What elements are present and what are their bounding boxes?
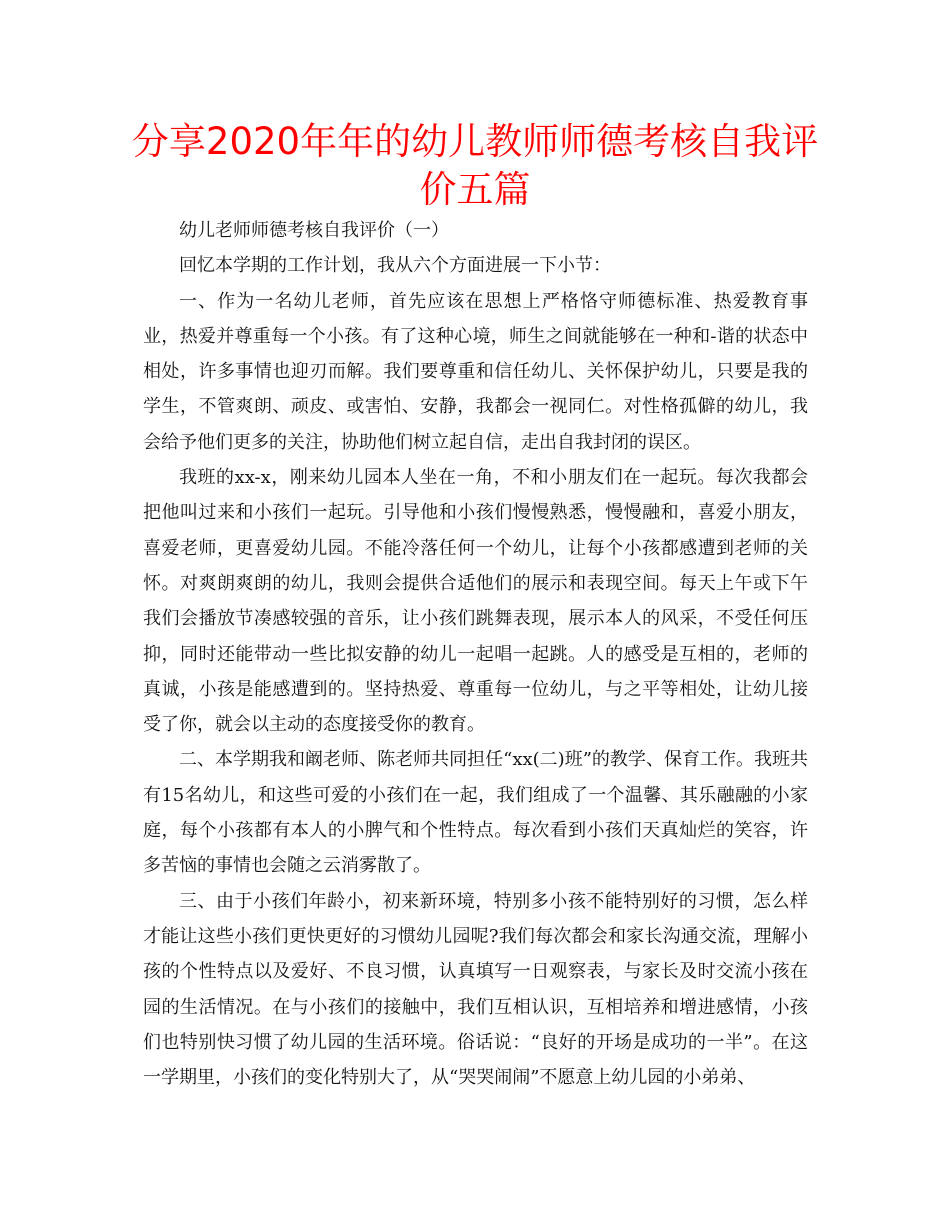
document-title: 分享2020年年的幼儿教师师德考核自我评价五篇 xyxy=(131,120,819,211)
example-paragraph: 我班的xx-x，刚来幼儿园本人坐在一角，不和小朋友们在一起玩。每次我都会把他叫过来和小孩们一起玩。引导他和小孩们慢慢熟悉，慢慢融和，喜爱小朋友，喜爱老师，更喜爱幼儿园。不能冷落任何一个幼儿，让每个小孩都感遭到老师的关怀。对爽朗爽朗的幼儿，我则会提供合适他们的展示和表现空间。每天上午或下午我们会播放节凑感较强的音乐，让小孩们跳舞表现，展示本人的风采，不受任何压抑，同时还能带动一些比拟安静的幼儿一起唱一起跳。人的感受是互相的，老师的真诚，小孩是能感遭到的。坚持热爱、尊重每一位幼儿，与之平等相处，让幼儿接受了你，就会以主动的态度接受你的教育。 xyxy=(143,467,808,736)
section-two-paragraph: 二、本学期我和阚老师、陈老师共同担任“xx(二)班”的教学、保育工作。我班共有15名幼儿，和这些可爱的小孩们在一起，我们组成了一个温馨、其乐融融的小家庭，每个小孩都有本人的小脾气和个性特点。每次看到小孩们天真灿烂的笑容，许多苦恼的事情也会随之云消雾散了。 xyxy=(143,749,808,877)
section-one-paragraph: 一、作为一名幼儿老师，首先应该在思想上严格恪守师德标准、热爱教育事业，热爱并尊重每一个小孩。有了这种心境，师生之间就能够在一种和-谐的状态中相处，许多事情也迎刃而解。我们要尊重和信任幼儿、关怀保护幼儿，只要是我的学生，不管爽朗、顽皮、或害怕、安静，我都会一视同仁。对性格孤僻的幼儿，我会给予他们更多的关注，协助他们树立起自信，走出自我封闭的误区。 xyxy=(143,290,808,453)
document-body xyxy=(143,213,808,1095)
subtitle-paragraph: 幼儿老师师德考核自我评价（一） xyxy=(179,220,449,241)
intro-paragraph: 回忆本学期的工作计划，我从六个方面进展一下小节： xyxy=(179,255,611,277)
section-three-paragraph: 三、由于小孩们年龄小，初来新环境，特别多小孩不能特别好的习惯，怎么样才能让这些小孩们更快更好的习惯幼儿园呢?我们每次都会和家长沟通交流，理解小孩的个性特点以及爱好、不良习惯，认真填写一日观察表，与家长及时交流小孩在园的生活情况。在与小孩们的接触中，我们互相认识，互相培养和增进感情，小孩们也特别快习惯了幼儿园的生活环境。俗话说：“良好的开场是成功的一半”。在这一学期里，小孩们的变化特别大了，从“哭哭闹闹”不愿意上幼儿园的小弟弟、 xyxy=(143,890,808,1089)
